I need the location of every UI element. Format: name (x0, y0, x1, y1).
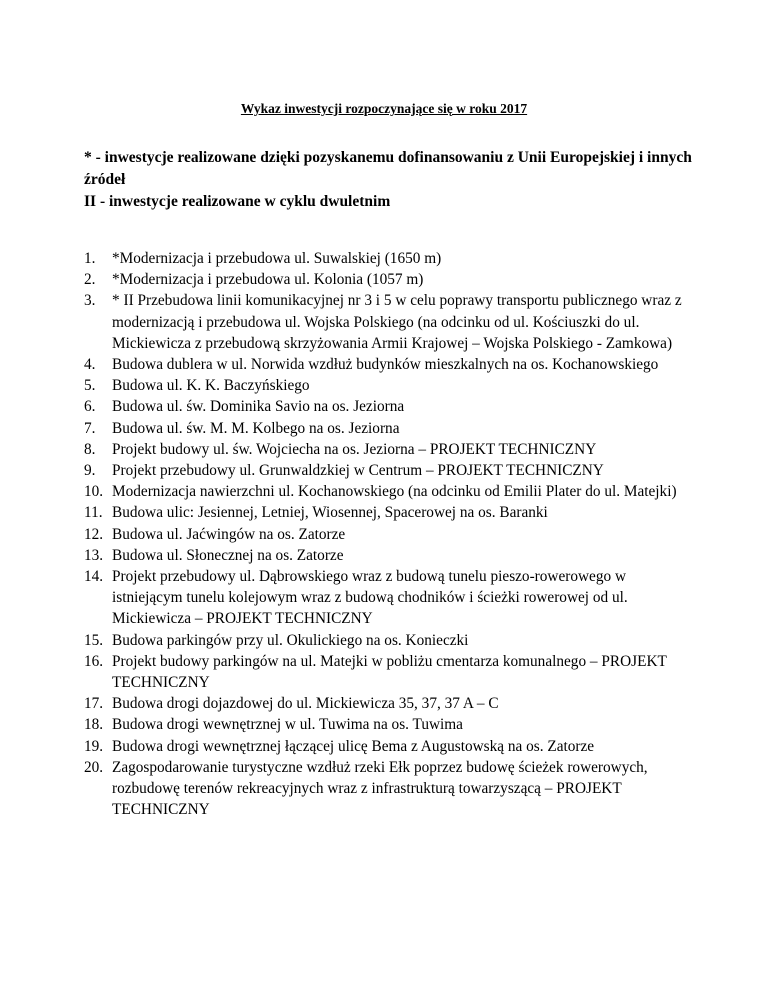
list-item (84, 524, 694, 545)
list-item-number: 5. (84, 377, 96, 395)
list-item-text: Budowa ulic: Jesiennej, Letniej, Wiosennej, Spacerowej na os. Baranki (112, 504, 548, 522)
list-item-text: Projekt przebudowy ul. Grunwaldzkiej w Centrum – PROJEKT TECHNICZNY (112, 462, 604, 480)
list-item-text: * II Przebudowa linii komunikacyjnej nr 3 i 5 w celu poprawy transportu publicznego wraz z modernizacją i przebudowa ul. Wojska Polskiego (na odcinku od ul. Kościuszki do ul. Mickiewicza z przebudową skrzyżowania Armii Krajowej – Wojska Polskiego - Zamkowa) (112, 292, 682, 352)
list-item-number: 20. (84, 758, 104, 776)
list-item (84, 418, 694, 439)
list-item-text: Budowa ul. św. M. M. Kolbego na os. Jeziorna (112, 419, 400, 437)
list-item-text: Budowa ul. K. K. Baczyńskiego (112, 377, 310, 395)
list-item (84, 651, 694, 693)
legend-two-year-cycle: II - inwestycje realizowane w cyklu dwuletnim (84, 193, 391, 210)
list-item-text: *Modernizacja i przebudowa ul. Kolonia (1057 m) (112, 271, 424, 289)
list-item (84, 354, 694, 375)
list-item-number: 2. (84, 271, 96, 289)
list-item (84, 396, 694, 417)
list-item-number: 4. (84, 356, 96, 374)
list-item-text: Budowa parkingów przy ul. Okulickiego na os. Konieczki (112, 631, 469, 649)
list-item-number: 16. (84, 652, 104, 670)
list-item-number: 17. (84, 695, 104, 713)
list-item-text: *Modernizacja i przebudowa ul. Suwalskiej (1650 m) (112, 250, 442, 267)
list-item-number: 12. (84, 525, 104, 543)
list-item (84, 248, 694, 269)
list-item-number: 11. (84, 504, 103, 522)
list-item-text: Budowa drogi wewnętrznej w ul. Tuwima na os. Tuwima (112, 716, 463, 734)
list-item (84, 693, 694, 714)
list-item-text: Budowa ul. Słonecznej na os. Zatorze (112, 546, 344, 564)
list-item-number: 9. (84, 462, 96, 480)
list-item-text: Projekt przebudowy ul. Dąbrowskiego wraz z budową tunelu pieszo-rowerowego w istniejącym tunelu kolejowym wraz z budową chodników i ścieżki rowerowej od ul. Mickiewicza – PROJEKT TECHNICZNY (112, 568, 628, 628)
list-item (84, 630, 694, 651)
list-item-number: 14. (84, 568, 104, 586)
list-item (84, 269, 694, 290)
legend (84, 147, 704, 213)
list-item-number: 18. (84, 716, 104, 734)
legend-eu-funding: * - inwestycje realizowane dzięki pozyskanemu dofinansowaniu z Unii Europejskiej i innych źródeł (84, 149, 692, 188)
list-item-number: 8. (84, 440, 96, 458)
investment-list (84, 248, 694, 820)
document-title: Wykaz inwestycji rozpoczynające się w roku 2017 (240, 101, 528, 116)
list-item-text: Projekt budowy ul. św. Wojciecha na os. Jeziorna – PROJEKT TECHNICZNY (112, 440, 597, 458)
list-item-text: Budowa drogi dojazdowej do ul. Mickiewicza 35, 37, 37 A – C (112, 695, 499, 713)
list-item (84, 757, 694, 821)
list-item-number: 13. (84, 546, 104, 564)
list-item-number: 19. (84, 737, 104, 755)
list-item (84, 545, 694, 566)
list-item-number: 1. (84, 250, 96, 267)
list-item-text: Budowa dublera w ul. Norwida wzdłuż budynków mieszkalnych na os. Kochanowskiego (112, 356, 659, 374)
list-item (84, 439, 694, 460)
list-item-text: Budowa ul. św. Dominika Savio na os. Jeziorna (112, 398, 405, 416)
list-item (84, 566, 694, 630)
list-item (84, 460, 694, 481)
list-item-text: Modernizacja nawierzchni ul. Kochanowskiego (na odcinku od Emilii Plater do ul. Matejki) (112, 483, 677, 501)
list-item (84, 375, 694, 396)
list-item-text: Budowa drogi wewnętrznej łączącej ulicę Bema z Augustowską na os. Zatorze (112, 737, 595, 755)
list-item (84, 736, 694, 757)
list-item-number: 7. (84, 419, 96, 437)
list-item-text: Projekt budowy parkingów na ul. Matejki w pobliżu cmentarza komunalnego – PROJEKT TECHNICZNY (112, 652, 667, 692)
list-item (84, 290, 694, 354)
list-item (84, 714, 694, 735)
list-item-number: 3. (84, 292, 96, 310)
list-item-number: 10. (84, 483, 104, 501)
list-item (84, 502, 694, 523)
list-item-number: 15. (84, 631, 104, 649)
list-item-text: Budowa ul. Jaćwingów na os. Zatorze (112, 525, 346, 543)
list-item-text: Zagospodarowanie turystyczne wzdłuż rzeki Ełk poprzez budowę ścieżek rowerowych, rozbudowę terenów rekreacyjnych wraz z infrastrukturą towarzyszącą – PROJEKT TECHNICZNY (112, 758, 648, 819)
list-item (84, 481, 694, 502)
list-item-number: 6. (84, 398, 96, 416)
